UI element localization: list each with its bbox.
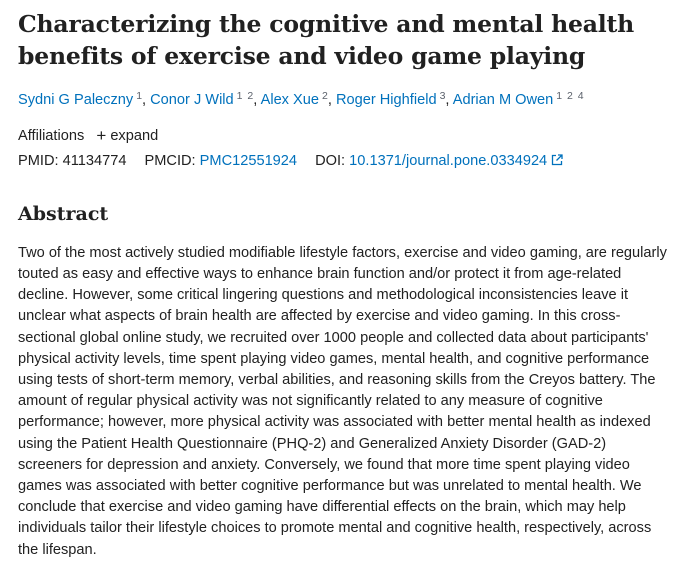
author-link[interactable]: Adrian M Owen bbox=[452, 92, 554, 108]
pmcid-link[interactable]: PMC12551924 bbox=[199, 153, 298, 169]
doi-link[interactable] bbox=[349, 153, 563, 169]
author-affiliation-ref[interactable]: 1 2 bbox=[236, 90, 254, 102]
doi-value: 10.1371/journal.pone.0334924 bbox=[349, 153, 548, 169]
pmcid-label: PMCID: bbox=[144, 153, 196, 169]
author-link[interactable]: Alex Xue bbox=[260, 92, 320, 108]
author-affiliation-ref[interactable]: 3 bbox=[439, 90, 446, 102]
pmid-value: 41134774 bbox=[62, 153, 127, 169]
external-link-icon bbox=[551, 152, 563, 172]
doi-label: DOI: bbox=[315, 153, 346, 169]
author-affiliation-ref[interactable]: 1 bbox=[136, 90, 143, 102]
author-affiliation-ref[interactable]: 2 bbox=[322, 90, 328, 102]
article-identifiers bbox=[18, 151, 672, 172]
abstract-text: Two of the most actively studied modifiable lifestyle factors, exercise and video gaming, are regularly touted as easy and effective ways to enhance brain function and/or protect it from age-related decline. However, some critical lingering questions and methodological inconsistencies leave it unclear what aspects of brain health are affected by exercise and video gaming. In this cross-sectional global online study, we recruited over 1000 people and collected data about participants' physical activity levels, time spent playing video games, mental health, and cognitive performance using tests of short-term memory, verbal abilities, and reasoning skills from the Creyos battery. The amount of regular physical activity was not significantly related to any measure of cognitive performance; however, more physical activity was associated with better mental health as indexed using the Patient Health Questionnaire (PHQ-2) and Generalized Anxiety Disorder (GAD-2) screeners for depression and anxiety. Conversely, we found that more time spent playing video games was associated with better cognitive performance but was unrelated to mental health. We conclude that exercise and video gaming have differential effects on the brain, which may help individuals tailor their lifestyle choices to promote mental and cognitive health, respectively, across the lifespan. bbox=[18, 244, 667, 558]
affiliations-toggle[interactable] bbox=[18, 126, 672, 146]
author-list: Sydni G Paleczny $^1$, Conor J Wild $^{1 2}$, Alex Xue $^2$, Roger Highfield $^3$, Adrian M Owen $^{1 2 4}$ bbox=[18, 90, 584, 108]
author-affiliation-ref[interactable]: 1 2 4 bbox=[556, 90, 584, 102]
article-title: Characterizing the cognitive and mental health benefits of exercise and video game playing bbox=[18, 10, 635, 70]
affiliations-label: Affiliations bbox=[18, 128, 85, 144]
author-link[interactable]: Roger Highfield bbox=[335, 92, 437, 108]
author-link[interactable]: Conor J Wild bbox=[150, 92, 234, 108]
abstract-heading: Abstract bbox=[18, 203, 109, 225]
affiliations-expand-label: expand bbox=[110, 128, 159, 144]
author-link[interactable]: Sydni G Paleczny bbox=[18, 92, 134, 108]
pmid-label: PMID: bbox=[18, 153, 59, 169]
article-page bbox=[18, 8, 672, 575]
plus-icon: + bbox=[96, 126, 107, 145]
